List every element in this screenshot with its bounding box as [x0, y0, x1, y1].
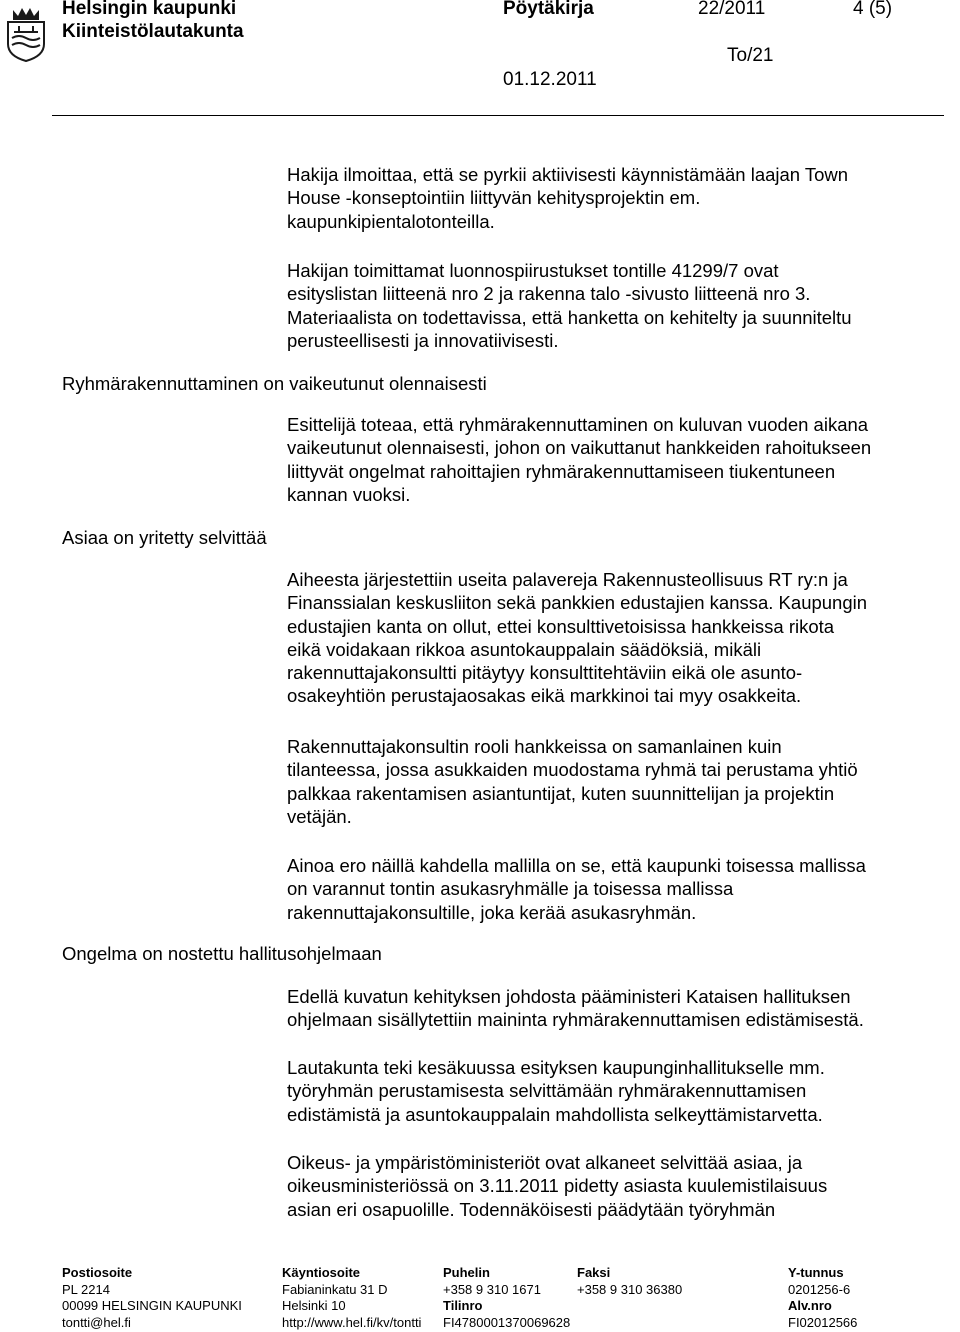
text-line: perusteellisesti ja innovatiivisesti.: [287, 329, 559, 351]
paragraph: [287, 413, 947, 506]
text-line: Edellä kuvatun kehityksen johdosta pääministeri Kataisen hallituksen: [287, 986, 851, 1007]
text-line: Ainoa ero näillä kahdella mallilla on se, että kaupunki toisessa mallissa: [287, 855, 866, 876]
helsinki-crest-icon: [4, 2, 48, 62]
text-line: House -konseptointiin liittyvän kehitysprojektin em.: [287, 187, 701, 209]
text-line: työryhmän perustamisesta selvittämään ryhmärakennuttamisen: [287, 1080, 807, 1102]
footer-business-id: [788, 1265, 857, 1331]
text-line: ohjelmaan sisällytettiin maininta ryhmärakennuttamisen edistämisestä.: [287, 1009, 864, 1031]
paragraph: [287, 735, 947, 828]
footer-label: Postiosoite: [62, 1265, 133, 1280]
side-heading: Asiaa on yritetty selvittää: [62, 527, 267, 548]
text-line: eikä voidakaan rikkoa asuntokauppalain säädöksiä, mikäli: [287, 638, 762, 660]
text-line: Materiaalista on todettavissa, että hanketta on kehitelty ja suunniteltu: [287, 306, 852, 328]
footer-value: FI4780001370069628: [443, 1314, 571, 1330]
side-heading: Ryhmärakennuttaminen on vaikeutunut olennaisesti: [62, 373, 487, 394]
header-board: Kiinteistölautakunta: [62, 21, 244, 42]
footer-label: Alv.nro: [788, 1298, 832, 1313]
paragraph: [287, 259, 947, 352]
header-page: 4 (5): [853, 0, 893, 19]
footer-value: +358 9 310 36380: [577, 1281, 683, 1297]
footer-value: FI02012566: [788, 1314, 858, 1330]
text-line: kaupunkipientalotonteilla.: [287, 210, 495, 232]
side-heading: Ongelma on nostettu hallitusohjelmaan: [62, 943, 382, 964]
text-line: kannan vuoksi.: [287, 483, 411, 505]
text-line: Aiheesta järjestettiin useita palavereja Rakennusteollisuus RT ry:n ja: [287, 569, 848, 590]
footer-label: Puhelin: [443, 1265, 490, 1280]
footer-value: PL 2214: [62, 1281, 110, 1297]
text-line: Lautakunta teki kesäkuussa esityksen kaupunginhallitukselle mm.: [287, 1057, 825, 1078]
header-section: To/21: [727, 45, 774, 66]
footer-value: Fabianinkatu 31 D: [282, 1281, 388, 1297]
footer-value: 0201256-6: [788, 1281, 851, 1297]
footer-visiting: [282, 1265, 421, 1331]
header-org: Helsingin kaupunki: [62, 0, 237, 19]
header-doc-type: Pöytäkirja: [503, 0, 594, 19]
text-line: vetäjän.: [287, 805, 352, 827]
footer-label: Tilinro: [443, 1298, 483, 1313]
text-line: esityslistan liitteenä nro 2 ja rakenna talo -sivusto liitteenä nro 3.: [287, 283, 811, 305]
text-line: osakeyhtiön perustajaosakas eikä markkinoi tai myy osakkeita.: [287, 685, 802, 707]
text-line: edustajien kanta on ollut, ettei konsulttivetoisissa hankkeissa rikota: [287, 615, 835, 637]
footer-label: Käyntiosoite: [282, 1265, 361, 1280]
text-line: liittyvät ongelmat rahoittajien ryhmärakennuttamiseen tiukentuneen: [287, 460, 836, 482]
text-line: vaikeutunut olennaisesti, johon on vaikuttanut hankkeiden rahoitukseen: [287, 437, 872, 459]
paragraph: [287, 854, 947, 924]
text-line: Rakennuttajakonsultin rooli hankkeissa on samanlainen kuin: [287, 736, 782, 757]
text-line: rakennuttajakonsultti pitäytyy konsulttitehtäviin eikä ole asunto-: [287, 662, 803, 684]
text-line: oikeusministeriössä on 3.11.2011 pidetty asiasta kuulemistilaisuus: [287, 1175, 828, 1197]
header-rule: [52, 115, 944, 116]
text-line: Finanssialan keskusliiton sekä pankkien edustajien kanssa. Kaupungin: [287, 592, 868, 614]
footer-fax: [577, 1265, 682, 1298]
footer-website-link[interactable]: http://www.hel.fi/kv/tontti: [282, 1314, 422, 1330]
text-line: edistämistä ja asuntokauppalain mahdollista selkeyttämistarvetta.: [287, 1103, 823, 1125]
text-line: rakennuttajakonsultille, joka kerää asukasryhmän.: [287, 901, 697, 923]
footer-value: 00099 HELSINGIN KAUPUNKI: [62, 1298, 242, 1313]
text-line: Oikeus- ja ympäristöministeriöt ovat alkaneet selvittää asiaa, ja: [287, 1152, 803, 1173]
text-line: Hakija ilmoittaa, että se pyrkii aktiivisesti käynnistämään laajan Town: [287, 164, 849, 185]
footer-label: Faksi: [577, 1265, 611, 1280]
text-line: tilanteessa, jossa asukkaiden muodostama ryhmä tai perustama yhtiö: [287, 759, 858, 781]
footer-phone: [443, 1265, 570, 1331]
paragraph: [287, 163, 947, 233]
footer-postal: [62, 1265, 242, 1331]
header-date: 01.12.2011: [503, 69, 597, 90]
paragraph: [287, 1151, 947, 1221]
footer-value: +358 9 310 1671: [443, 1281, 541, 1297]
footer-label: Y-tunnus: [788, 1265, 844, 1280]
text-line: asian eri osapuolille. Todennäköisesti päädytään työryhmän: [287, 1198, 776, 1220]
text-line: Hakijan toimittamat luonnospiirustukset tontille 41299/7 ovat: [287, 260, 779, 281]
paragraph: [287, 1056, 947, 1126]
footer-email-link[interactable]: tontti@hel.fi: [62, 1314, 131, 1330]
text-line: palkkaa rakentamisen asiantuntijat, kuten suunnittelijan ja projektin: [287, 782, 835, 804]
footer-value: Helsinki 10: [282, 1298, 346, 1313]
text-line: Esittelijä toteaa, että ryhmärakennuttaminen on kuluvan vuoden aikana: [287, 414, 869, 435]
header-number: 22/2011: [698, 0, 766, 19]
paragraph: [287, 568, 947, 708]
text-line: on varannut tontin asukasryhmälle ja toisessa mallissa: [287, 878, 734, 900]
paragraph: [287, 985, 947, 1032]
